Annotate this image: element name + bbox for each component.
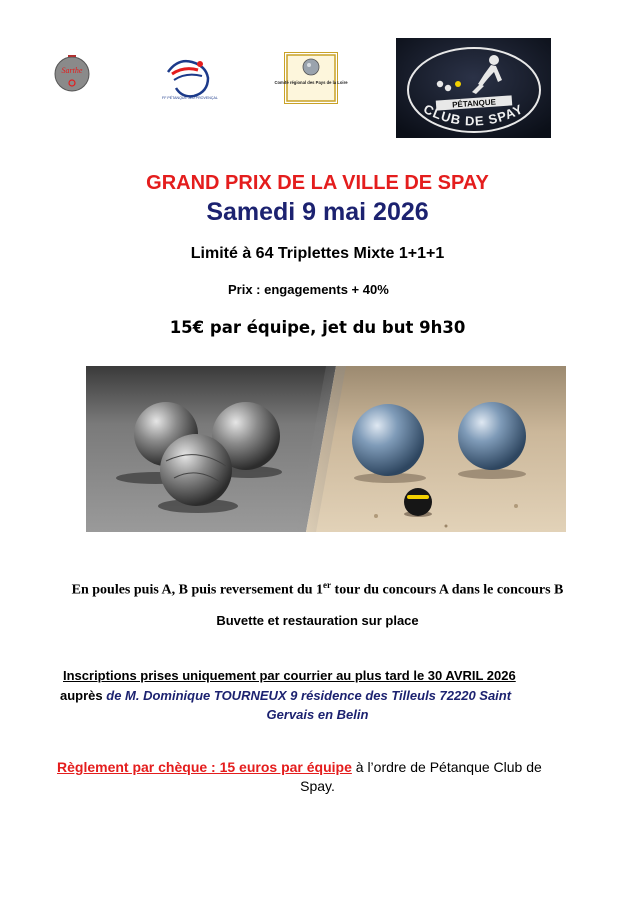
payment-line-2: Spay. [300,778,335,794]
petanque-club-spay-logo [396,38,551,138]
event-title: GRAND PRIX DE LA VILLE DE SPAY [146,172,489,194]
inscriptions-info: Inscriptions prises uniquement par courrier au plus tard le 30 AVRIL 2026 [63,668,516,683]
format-text-1: En poules puis A, B puis reversement du 1 [71,582,324,598]
team-limit: Limité à 64 Triplettes Mixte 1+1+1 [190,245,445,262]
address-line-2: Gervais en Belin [266,707,369,722]
comite-regional-logo [274,52,348,104]
sarthe-logo [48,52,96,92]
format-superscript: er [323,580,332,590]
competition-format [0,580,635,599]
aupres-text: auprès [60,688,107,703]
address-line-1 [60,688,511,703]
buvette-info: Buvette et restauration sur place [216,613,419,628]
petanque-balls-photo [86,366,566,532]
prize-info: Prix : engagements + 40% [228,282,389,297]
payment-info: Règlement par chèque : 15 euros par équipe [57,759,352,775]
event-date: Samedi 9 mai 2026 [206,198,429,226]
sarthe-logo-text: Sarthe [61,66,83,75]
ffpjp-logo-text: FF PÉTANQUE JEU PROVENÇAL [162,96,218,100]
payment-order-text: à l’ordre de Pétanque Club de [351,759,542,775]
comite-logo-text: Comité régional des Pays de la Loire [274,80,348,85]
payment-line-1 [57,759,542,775]
club-logo-top-text: PÉTANQUE [451,97,497,110]
format-text-2: tour du concours A dans le concours B [331,582,564,598]
ffpjp-logo [158,52,216,102]
club-logo-bottom-text: CLUB DE SPAY [421,101,526,129]
address-text-1: de M. Dominique TOURNEUX 9 résidence des Tilleuls 72220 Saint [106,688,512,703]
fee-info: 15€ par équipe, jet du but 9h30 [169,318,466,337]
